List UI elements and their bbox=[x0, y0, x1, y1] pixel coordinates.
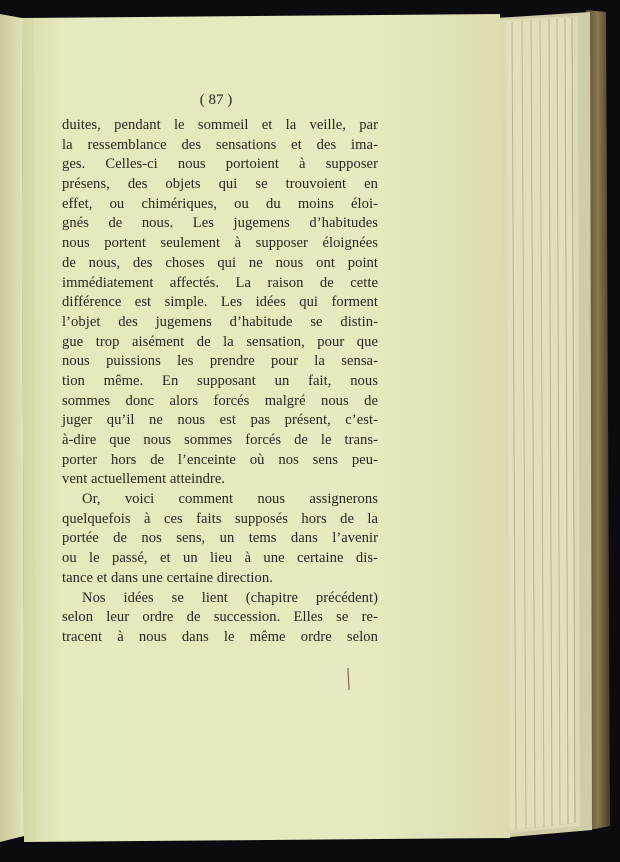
text-line: de nous, des choses qui ne nous ont point bbox=[62, 254, 378, 271]
text-line: présens, des objets qui se trouvoient en bbox=[62, 176, 378, 193]
text-line: immédiatement affectés. La raison de cette bbox=[62, 274, 378, 291]
text-line: sommes donc alors forcés malgré nous de bbox=[62, 392, 378, 409]
text-line: nous puissions les prendre pour la sensa- bbox=[62, 353, 378, 370]
text-line: Or, voici comment nous assignerons bbox=[82, 491, 378, 508]
text-line: selon leur ordre de succession. Elles se re- bbox=[62, 609, 378, 626]
text-line: portée de nos sens, un tems dans l’avenir bbox=[62, 530, 378, 547]
page-number: ( 87 ) bbox=[199, 92, 233, 108]
text-line: ou le passé, et un lieu à une certaine dis- bbox=[62, 550, 378, 567]
text-line: gnés de nous. Les jugemens d’habitudes bbox=[62, 215, 378, 232]
left-page-edge bbox=[0, 14, 24, 842]
page-body-text bbox=[62, 94, 378, 648]
text-line: tance et dans une certaine direction. bbox=[62, 569, 273, 586]
text-line: différence est simple. Les idées qui forment bbox=[62, 294, 378, 311]
text-line: porter hors de l’enceinte où nos sens peu- bbox=[62, 451, 378, 468]
text-line: effet, ou chimériques, ou du moins éloi- bbox=[62, 195, 378, 212]
text-line: la ressemblance des sensations et des ima- bbox=[62, 136, 378, 153]
text-line: tion même. En supposant un fait, nous bbox=[62, 372, 378, 389]
text-line: vent actuellement atteindre. bbox=[62, 471, 226, 488]
text-line: juger qu’il ne nous est pas présent, c’est- bbox=[62, 412, 378, 429]
text-line: gue trop aisément de la sensation, pour que bbox=[62, 333, 378, 350]
text-line: Nos idées se lient (chapitre précédent) bbox=[82, 589, 378, 606]
text-line: quelquefois à ces faits supposés hors de la bbox=[62, 510, 378, 527]
text-line: tracent à nous dans le même ordre selon bbox=[62, 628, 378, 645]
page-edge-stack bbox=[496, 12, 592, 838]
text-line: nous portent seulement à supposer éloignées bbox=[62, 235, 378, 252]
text-line: à-dire que nous sommes forcés de le trans- bbox=[62, 432, 378, 448]
text-line: duites, pendant le sommeil et la veille, par bbox=[62, 117, 378, 133]
text-line: ges. Celles-ci nous portoient à supposer bbox=[62, 156, 378, 173]
text-line: l’objet des jugemens d’habitude se distin- bbox=[62, 313, 378, 330]
